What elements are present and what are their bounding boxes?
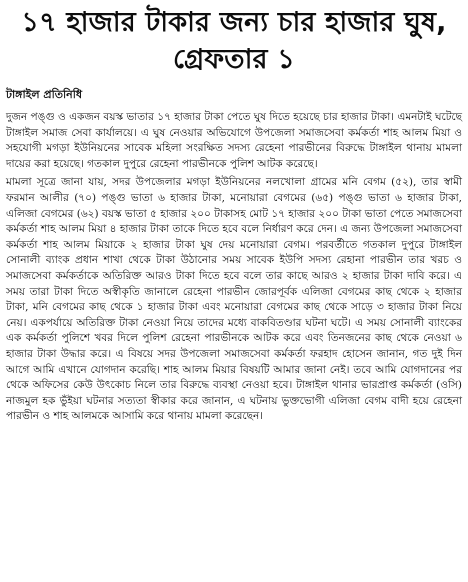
article-byline: টাঙ্গাইল প্রতিনিধি [6, 88, 83, 101]
article-paragraph-body: মামলা সূত্রে জানা যায়, সদর উপজেলার মগড়া ইউনিয়নের নলখোলা গ্রামের মনি বেগম (৫২), তার স্বামী ফরমান আলীর (৭০) পঙ্গু ভাতা ৬ হাজার টাকা, মনোয়ারা বেগমের (৬৫) পঙ্গু ভাতা ৬ হাজার টাকা, এলিজা বেগমের (৬২) বয়স্ক ভাতা ৫ হাজার ২০০ টাকাসহ মোট ১৭ হাজার ২০০ টাকা ভাতা পেতে সমাজসেবা কর্মকর্তা শাহ আলম মিয়া ৪ হাজার টাকা তাকে দিতে হবে বলে নির্ধারণ করে দেন। এ জন্য উপজেলা সমাজসেবা কর্মকর্তা শাহ আলম মিয়াকে ২ হাজার টাকা ঘুষ দেয় মনোয়ারা বেগম। পরবর্তীতে গতকাল দুপুরে টাঙ্গাইল সোনালী ব্যাংক প্রধান শাখা থেকে টাকা উঠানোর সময় সাবেক ইউপি সদস্য রেহানা পারভীন তার খরচ ও সমাজসেবা কর্মকর্তাকে অতিরিক্ত আরও টাকা দিতে হবে বলে তার কাছে আরও ২ হাজার টাকা দাবি করে। এ সময় তারা টাকা দিতে অস্বীকৃতি জানালে রেহেনা পারভীন জোরপূর্বক এলিজা বেগমের কাছ থেকে ২ হাজার টাকা, মনি বেগমের কাছ থেকে ১ হাজার টাকা এবং মনোয়ারা বেগমের কাছ থেকে সাড়ে ৩ হাজার টাকা নিয়ে নেয়। একপর্যায়ে অতিরিক্ত টাকা নেওয়া নিয়ে তাদের মধ্যে বাকবিতণ্ডার ঘটনা ঘটে। এ সময় সোনালী ব্যাংকের এক কর্মকর্তা পুলিশে খবর দিলে পুলিশ রেহেনা পারভীনকে আটক করে এবং তিনজনের কাছ থেকে নেওয়া ৬ হাজার টাকা উদ্ধার করে। এ বিষয়ে সদর উপজেলা সমাজসেবা কর্মকর্তা ফরহাদ হোসেন জানান, গত দুই দিন আগে আমি এখানে যোগদান করেছি। শাহ আলম মিয়ার বিষয়টি আমার জানা নেই। তবে আমি যোগদানের পর থেকে অফিসের কেউ উৎকোচ নিলে তার বিরুদ্ধে ব্যবস্থা নেওয়া হবে। টাঙ্গাইল থানার ভারপ্রাপ্ত কর্মকর্তা (ওসি) নাজমুল হক ভুঁইয়া ঘটনার সত্যতা স্বীকার করে জানান, এ ঘটনায় ভুক্তভোগী এলিজা বেগম বাদী হয়ে রেহেনা পারভীন ও শাহ আলমকে আসামি করে থানায় মামলা করেছেন। [6, 176, 462, 423]
article-headline: ১৭ হাজার টাকার জন্য চার হাজার ঘুষ, গ্রেফতার ১ [21, 7, 447, 75]
article-paragraph-intro: দুজন পঙ্গু ও একজন বয়স্ক ভাতার ১৭ হাজার টাকা পেতে ঘুষ দিতে হয়েছে চার হাজার টাকা। এমনটাই ঘটেছে টাঙ্গাইল সমাজ সেবা কার্যালয়ে। এ ঘুষ নেওয়ার অভিযোগে উপজেলা সমাজসেবা কর্মকর্তা শাহ আলম মিয়া ও সহযোগী মগড়া ইউনিয়নের সাবেক মহিলা সংরক্ষিত সদস্য রেহেনা পারভীনের বিরুদ্ধে টাঙ্গাইল থানায় মামলা দায়ের করা হয়েছে। গতকাল দুপুরে রেহেনা পারভীনকে পুলিশ আটক করেছে। [6, 111, 462, 170]
